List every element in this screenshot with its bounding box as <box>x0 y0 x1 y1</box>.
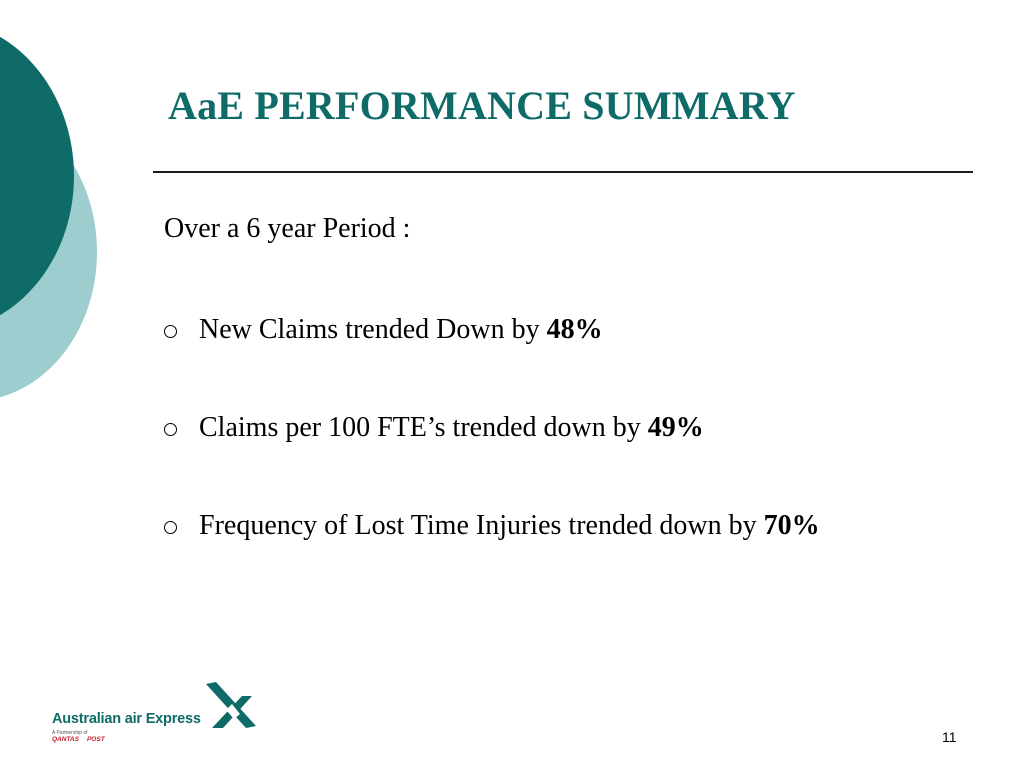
bullet-percentage: 70% <box>763 510 820 541</box>
slide-title: AaE PERFORMANCE SUMMARY <box>168 83 796 128</box>
bullet-item-new-claims <box>164 310 820 350</box>
bullet-text: Claims per 100 FTE’s trended down by <box>199 412 641 443</box>
bullet-text: Frequency of Lost Time Injuries trended down by <box>199 510 757 541</box>
hollow-circle-bullet-icon <box>164 521 177 534</box>
bullet-text: New Claims trended Down by <box>199 314 540 345</box>
title-divider <box>153 171 973 173</box>
company-logo <box>52 682 257 746</box>
logo-partnership-text: A Partnership of <box>52 730 88 736</box>
page-number: 11 <box>942 729 957 745</box>
bullet-percentage: 48% <box>546 314 603 345</box>
qantas-brand: QANTAS <box>52 736 79 743</box>
logo-wordmark: Australian air Express <box>52 711 201 727</box>
hollow-circle-bullet-icon <box>164 325 177 338</box>
intro-text: Over a 6 year Period : <box>164 213 411 244</box>
bullet-item-lost-time-injuries <box>164 506 820 546</box>
logo-partner-brands <box>52 736 105 743</box>
post-brand: POST <box>86 736 105 743</box>
bullet-item-claims-per-fte <box>164 408 820 448</box>
logo-cross-mark-icon <box>206 682 256 728</box>
bullet-percentage: 49% <box>647 412 704 443</box>
bullet-list <box>164 310 820 604</box>
hollow-circle-bullet-icon <box>164 423 177 436</box>
